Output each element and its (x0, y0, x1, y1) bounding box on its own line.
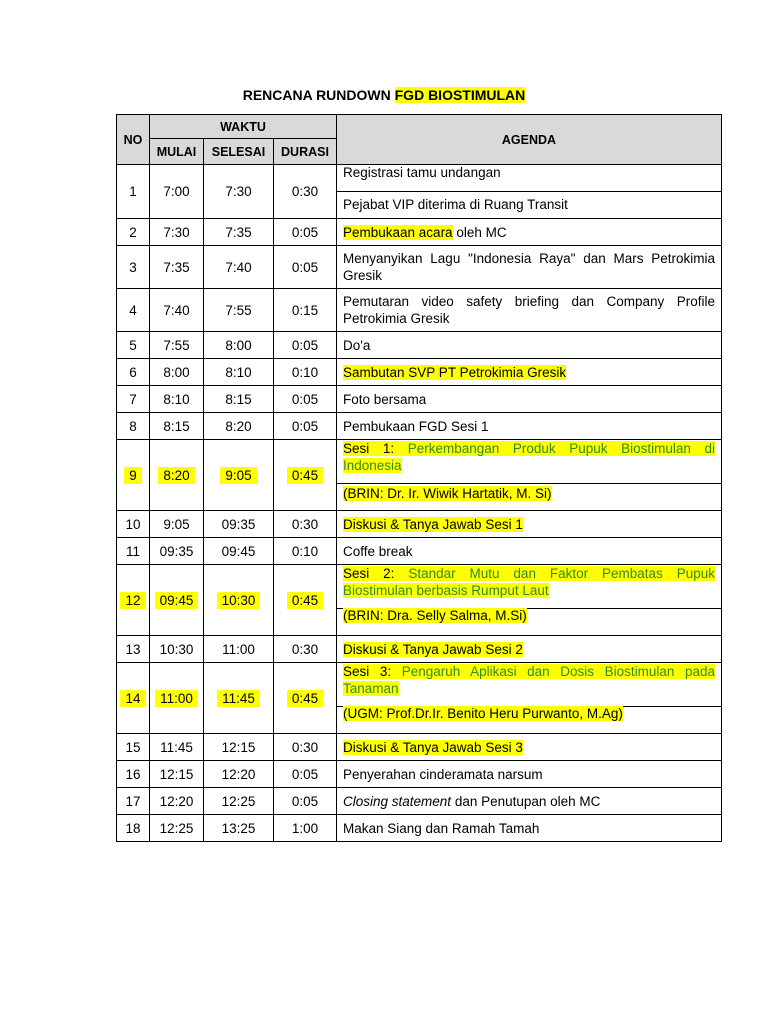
table-row (117, 165, 722, 219)
row-no (117, 440, 150, 511)
row-no: 2 (117, 219, 150, 246)
row-no: 6 (117, 359, 150, 386)
row-mulai: 11:45 (150, 734, 204, 761)
agenda-highlight: Diskusi & Tanya Jawab Sesi 3 (343, 739, 523, 755)
row-selesai: 13:25 (204, 815, 274, 842)
row-durasi-value: 0:45 (287, 592, 323, 609)
row-durasi: 0:30 (274, 636, 337, 663)
row-durasi: 0:05 (274, 219, 337, 246)
row-selesai: 12:25 (204, 788, 274, 815)
session-label: Sesi 3: (343, 664, 402, 679)
agenda-highlight: Diskusi & Tanya Jawab Sesi 2 (343, 641, 523, 657)
title-plain: RENCANA RUNDOWN (242, 87, 395, 103)
session-title: Perkembangan Produk Pupuk Biostimulan di Indonesia (343, 441, 715, 473)
table-row (117, 246, 722, 289)
row-mulai (150, 663, 204, 734)
row-durasi: 0:10 (274, 538, 337, 565)
row-agenda (337, 219, 722, 246)
row-no: 7 (117, 386, 150, 413)
row-no: 8 (117, 413, 150, 440)
row-durasi: 0:05 (274, 386, 337, 413)
row-agenda: Makan Siang dan Ramah Tamah (337, 815, 722, 842)
row-durasi: 0:05 (274, 788, 337, 815)
table-row (117, 761, 722, 788)
row-no: 13 (117, 636, 150, 663)
table-row (117, 815, 722, 842)
row-agenda: Foto bersama (337, 386, 722, 413)
rundown-table (116, 114, 722, 842)
row-no: 15 (117, 734, 150, 761)
row-selesai: 8:10 (204, 359, 274, 386)
row-no-value: 14 (120, 690, 145, 707)
row-no (117, 663, 150, 734)
header-mulai: MULAI (150, 139, 204, 165)
row-selesai: 7:30 (204, 165, 274, 219)
row-selesai (204, 565, 274, 636)
row-selesai: 7:55 (204, 289, 274, 332)
row-selesai: 8:20 (204, 413, 274, 440)
row-selesai-value: 9:05 (220, 467, 256, 484)
table-row (117, 440, 722, 511)
row-mulai: 8:10 (150, 386, 204, 413)
speaker-text: (UGM: Prof.Dr.Ir. Benito Heru Purwanto, M.Ag) (343, 706, 623, 721)
row-selesai-value: 10:30 (217, 592, 261, 609)
row-durasi: 0:30 (274, 734, 337, 761)
session-title: Standar Mutu dan Faktor Pembatas Pupuk Biostimulan berbasis Rumput Laut (343, 566, 715, 598)
row-agenda (337, 359, 722, 386)
row-durasi: 0:05 (274, 332, 337, 359)
row-mulai (150, 565, 204, 636)
row-no: 5 (117, 332, 150, 359)
table-row (117, 636, 722, 663)
row-durasi: 0:15 (274, 289, 337, 332)
row-mulai: 7:35 (150, 246, 204, 289)
row-agenda (337, 511, 722, 538)
row-durasi: 0:05 (274, 761, 337, 788)
speaker-text: (BRIN: Dr. Ir. Wiwik Hartatik, M. Si) (343, 486, 552, 501)
session-title: Pengaruh Aplikasi dan Dosis Biostimulan pada Tanaman (343, 664, 715, 696)
row-durasi: 0:30 (274, 165, 337, 219)
row-agenda (337, 440, 722, 511)
row-mulai: 7:00 (150, 165, 204, 219)
row-mulai: 9:05 (150, 511, 204, 538)
row-durasi: 0:05 (274, 413, 337, 440)
row-agenda (337, 663, 722, 734)
row-selesai (204, 440, 274, 511)
session-label: Sesi 1: (343, 441, 408, 456)
row-no: 11 (117, 538, 150, 565)
row-agenda: Penyerahan cinderamata narsum (337, 761, 722, 788)
agenda-highlight: Pembukaan acara (343, 224, 453, 240)
row-durasi: 0:05 (274, 246, 337, 289)
row-durasi: 1:00 (274, 815, 337, 842)
agenda-rest: oleh MC (452, 224, 507, 240)
row-no: 4 (117, 289, 150, 332)
row-no: 10 (117, 511, 150, 538)
agenda-line: Registrasi tamu undangan (343, 165, 501, 180)
table-row (117, 565, 722, 636)
header-agenda: AGENDA (337, 115, 722, 165)
table-row (117, 538, 722, 565)
table-row (117, 219, 722, 246)
row-mulai: 12:20 (150, 788, 204, 815)
row-no (117, 565, 150, 636)
row-agenda: Coffe break (337, 538, 722, 565)
row-mulai: 12:25 (150, 815, 204, 842)
session-heading (337, 565, 721, 608)
table-row (117, 413, 722, 440)
row-durasi-value: 0:45 (287, 467, 323, 484)
agenda-line: Pejabat VIP diterima di Ruang Transit (337, 191, 721, 218)
header-selesai: SELESAI (204, 139, 274, 165)
row-no-value: 12 (120, 592, 145, 609)
row-durasi (274, 565, 337, 636)
row-agenda: Pembukaan FGD Sesi 1 (337, 413, 722, 440)
title-highlight: FGD BIOSTIMULAN (394, 87, 526, 103)
row-selesai (204, 663, 274, 734)
row-no: 17 (117, 788, 150, 815)
header-waktu: WAKTU (150, 115, 337, 139)
table-row (117, 788, 722, 815)
row-durasi (274, 663, 337, 734)
row-agenda (337, 565, 722, 636)
row-agenda: Do'a (337, 332, 722, 359)
document-title (0, 86, 768, 104)
session-heading (337, 663, 721, 706)
speaker-text: (BRIN: Dra. Selly Salma, M.Si) (343, 608, 527, 623)
row-mulai: 12:15 (150, 761, 204, 788)
table-row (117, 734, 722, 761)
row-agenda: Pemutaran video safety briefing dan Company Profile Petrokimia Gresik (337, 289, 722, 332)
row-mulai-value: 8:20 (158, 467, 194, 484)
row-selesai: 12:15 (204, 734, 274, 761)
row-no: 18 (117, 815, 150, 842)
session-heading (337, 440, 721, 483)
row-mulai: 09:35 (150, 538, 204, 565)
row-selesai: 09:35 (204, 511, 274, 538)
row-selesai: 12:20 (204, 761, 274, 788)
row-agenda: Menyanyikan Lagu "Indonesia Raya" dan Mars Petrokimia Gresik (337, 246, 722, 289)
header-durasi: DURASI (274, 139, 337, 165)
agenda-italic: Closing statement (343, 793, 452, 809)
row-selesai-value: 11:45 (217, 690, 260, 707)
row-mulai-value: 11:00 (155, 690, 198, 707)
table-row (117, 663, 722, 734)
row-no: 3 (117, 246, 150, 289)
session-speaker (337, 706, 721, 733)
session-speaker (337, 483, 721, 510)
row-mulai-value: 09:45 (155, 592, 199, 609)
row-no: 1 (117, 165, 150, 219)
table-row (117, 359, 722, 386)
table-row (117, 511, 722, 538)
row-selesai: 7:35 (204, 219, 274, 246)
row-mulai: 10:30 (150, 636, 204, 663)
row-durasi: 0:30 (274, 511, 337, 538)
row-durasi: 0:10 (274, 359, 337, 386)
row-agenda (337, 734, 722, 761)
row-mulai: 7:30 (150, 219, 204, 246)
session-label: Sesi 2: (343, 566, 409, 581)
agenda-rest: dan Penutupan oleh MC (451, 793, 601, 809)
row-mulai (150, 440, 204, 511)
row-selesai: 8:00 (204, 332, 274, 359)
table-row (117, 289, 722, 332)
row-agenda (337, 636, 722, 663)
agenda-highlight: Sambutan SVP PT Petrokimia Gresik (343, 364, 567, 380)
row-selesai: 7:40 (204, 246, 274, 289)
row-selesai: 09:45 (204, 538, 274, 565)
header-no: NO (117, 115, 150, 165)
row-mulai: 8:15 (150, 413, 204, 440)
row-durasi (274, 440, 337, 511)
agenda-highlight: Diskusi & Tanya Jawab Sesi 1 (343, 516, 523, 532)
session-speaker (337, 608, 721, 635)
row-agenda (337, 165, 722, 219)
row-mulai: 7:55 (150, 332, 204, 359)
table-row (117, 332, 722, 359)
row-mulai: 7:40 (150, 289, 204, 332)
row-agenda (337, 788, 722, 815)
table-row (117, 386, 722, 413)
row-durasi-value: 0:45 (287, 690, 323, 707)
row-mulai: 8:00 (150, 359, 204, 386)
row-no-value: 9 (124, 467, 142, 484)
row-no: 16 (117, 761, 150, 788)
row-selesai: 8:15 (204, 386, 274, 413)
row-selesai: 11:00 (204, 636, 274, 663)
